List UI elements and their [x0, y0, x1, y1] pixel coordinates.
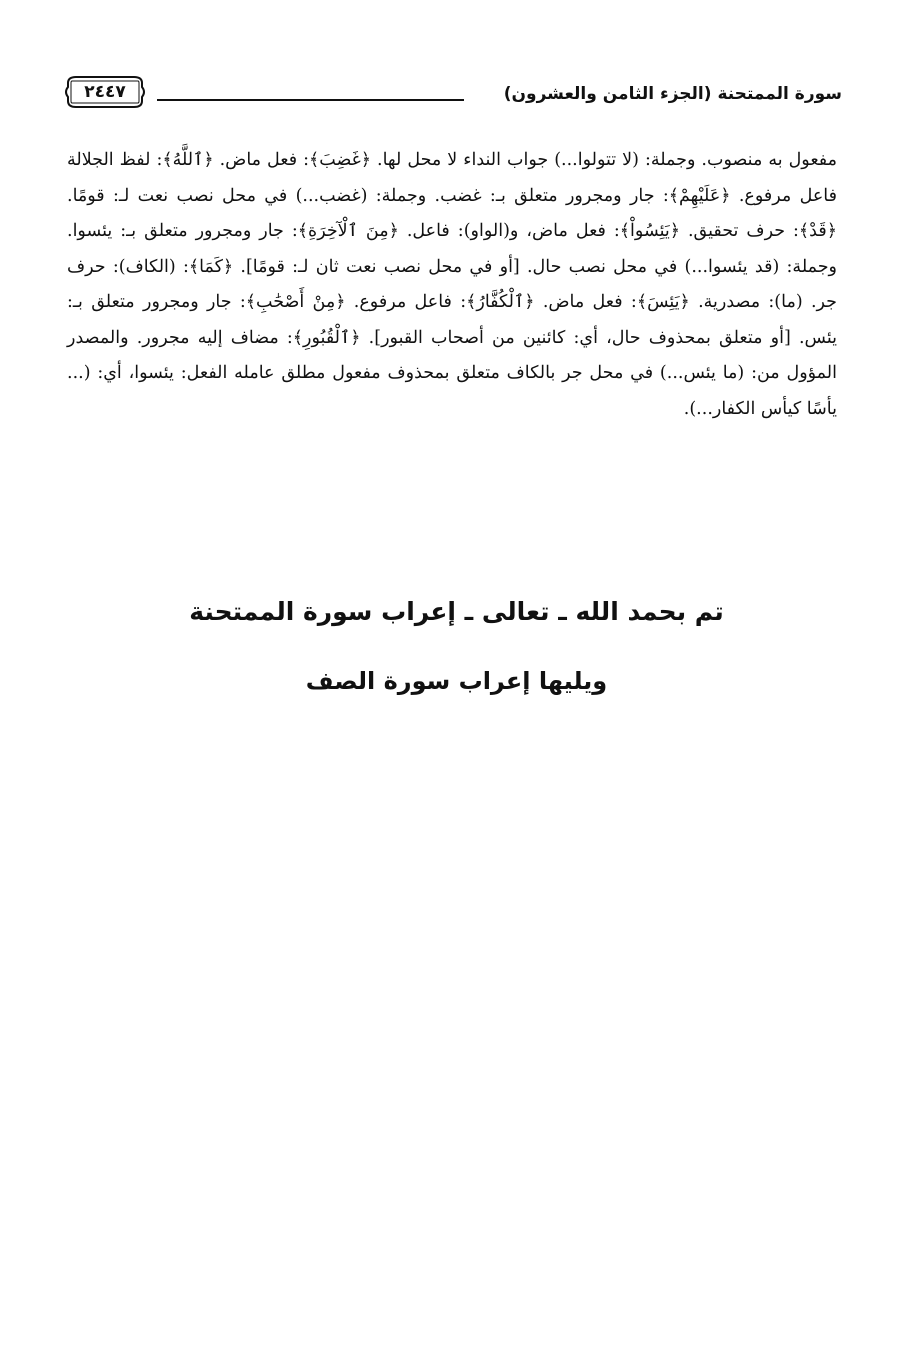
page-number: ٢٤٤٧ [84, 82, 126, 102]
closing-section [0, 592, 913, 700]
page-header [62, 70, 842, 120]
closing-statement: تم بحمد الله ـ تعالى ـ إعراب سورة الممتحنة [189, 597, 724, 626]
next-surah-note: ويليها إعراب سورة الصف [305, 667, 608, 695]
running-title: سورة الممتحنة (الجزء الثامن والعشرون) [503, 84, 842, 104]
commentary-paragraph: مفعول به منصوب. وجملة: (لا تتولوا...) جواب النداء لا محل لها. ﴿غَضِبَ﴾: فعل ماض. ﴿ٱللَّهُ﴾: لفظ الجلالة فاعل مرفوع. ﴿عَلَيْهِمْ﴾: جار ومجرور متعلق بـ: غضب. وجملة: (غضب...) في محل نصب نعت لـ: قومًا. ﴿قَدْ﴾: حرف تحقيق. ﴿يَئِسُواْ﴾: فعل ماض، و(الواو): فاعل. ﴿مِنَ ٱلْآخِرَةِ﴾: جار ومجرور متعلق بـ: يئسوا. وجملة: (قد يئسوا...) في محل نصب حال. [أو في محل نصب نعت ثان لـ: قومًا]. ﴿كَمَا﴾: (الكاف): حرف جر. (ما): مصدرية. ﴿يَئِسَ﴾: فعل ماض. ﴿ٱلْكُفَّارُ﴾: فاعل مرفوع. ﴿مِنْ أَصْحَٰبِ﴾: جار ومجرور متعلق بـ: يئس. [أو متعلق بمحذوف حال، أي: كائنين من أصحاب القبور]. ﴿ٱلْقُبُورِ﴾: مضاف إليه مجرور. والمصدر المؤول من: (ما يئس...) في محل جر بالكاف متعلق بمحذوف مفعول مطلق عامله الفعل: يئسوا، أي: (... يأسًا كيأس الكفار...). [67, 150, 837, 419]
page-number-badge [62, 73, 148, 111]
commentary-text [67, 143, 837, 427]
header-rule [157, 99, 464, 101]
